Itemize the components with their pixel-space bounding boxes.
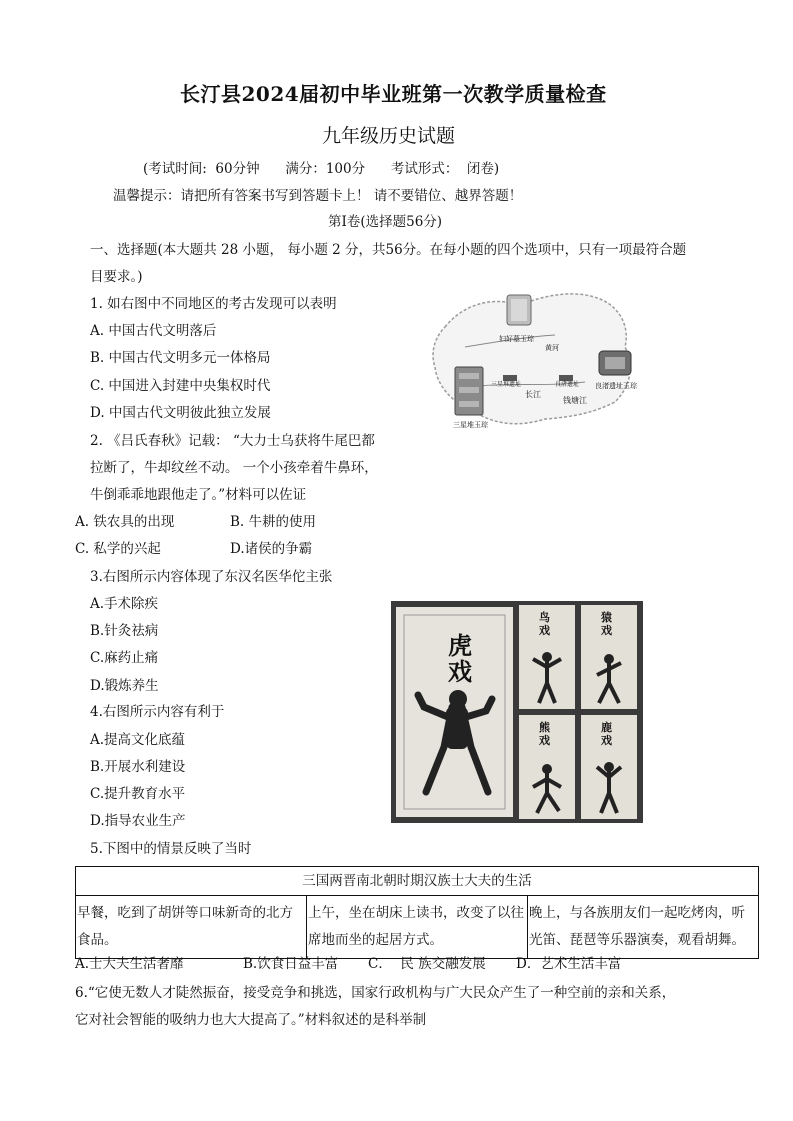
bear-play-title: 熊戏 xyxy=(539,721,550,747)
question-4-option-a: A.提高文化底蕴 xyxy=(90,732,186,748)
question-4-option-d: D.指导农业生产 xyxy=(90,813,186,829)
ape-play-title: 猿戏 xyxy=(601,611,612,637)
section-heading: 第Ⅰ卷(选择题56分) xyxy=(328,214,443,230)
page-title: 长汀县2024届初中毕业班第一次教学质量检查 xyxy=(180,82,607,106)
scholar-life-table-header: 三国两晋南北朝时期汉族士大夫的生活 xyxy=(76,867,759,896)
instructions-line-1: 一、选择题(本大题共 28 小题， 每小题 2 分，共56分。在每小题的四个选项中，只有一项最符合题 xyxy=(90,242,687,258)
question-2-option-c: C. 私学的兴起 xyxy=(75,541,161,557)
question-3-option-d: D.锻炼养生 xyxy=(90,678,159,694)
question-1-option-d: D. 中国古代文明彼此独立发展 xyxy=(90,405,271,421)
table-cell-evening: 晚上，与各族朋友们一起吃烤肉，听光笛、琵琶等乐器演奏，观看胡舞。 xyxy=(528,896,759,959)
question-3-option-b: B.针灸祛病 xyxy=(90,623,159,639)
question-1-stem: 1. 如右图中不同地区的考古发现可以表明 xyxy=(90,296,337,312)
question-4-option-b: B.开展水利建设 xyxy=(90,759,186,775)
ape-play-panel xyxy=(581,605,637,709)
question-6-stem-line-1: 6.“它使无数人才陡然振奋，接受竞争和挑选，国家行政机构与广大民众产生了一种空前的亲和关系， xyxy=(75,985,676,1001)
map-label-yellow-river: 黄河 xyxy=(545,344,559,352)
map-label-fuhao: 妇好墓玉琮 xyxy=(499,335,534,343)
exam-info: (考试时间: 60分钟 满分：100分 考试形式： 闭卷) xyxy=(143,161,500,177)
scholar-life-table xyxy=(75,866,759,959)
bear-figure-icon xyxy=(529,759,565,815)
question-5-option-b: B.饮食日益丰富 xyxy=(243,956,339,972)
question-5-option-d: D．艺术生活丰富 xyxy=(516,956,622,972)
reminder-text: 温馨提示：请把所有答案书写到答题卡上！ 请不要错位、越界答题！ xyxy=(113,188,523,204)
page-subtitle: 九年级历史试题 xyxy=(322,125,456,147)
map-label-liangzhu-cong: 良渚遗址玉琮 xyxy=(595,382,637,390)
deer-figure-icon xyxy=(591,759,627,815)
question-6-stem-line-2: 它对社会智能的吸纳力也大大提高了。”材料叙述的是科举制 xyxy=(75,1012,427,1028)
bird-play-panel xyxy=(519,605,575,709)
question-1-option-c: C. 中国进入封建中央集权时代 xyxy=(90,378,271,394)
instructions-line-2: 目要求。) xyxy=(90,269,143,285)
ape-figure-icon xyxy=(591,649,627,705)
bird-figure-icon xyxy=(529,649,565,705)
question-2-option-d: D.诸侯的争霸 xyxy=(230,541,313,557)
map-label-qiantang: 钱塘江 xyxy=(563,396,587,405)
wuqinxi-poster-figure xyxy=(391,601,643,823)
map-label-sanxingdui-site: 三星堆遗址 xyxy=(491,381,522,388)
deer-play-panel xyxy=(581,715,637,819)
tiger-play-title: 虎戏 xyxy=(448,631,472,686)
question-2-stem-line-1: 2. 《吕氏春秋》记载： “大力士乌获将牛尾巴都 xyxy=(90,433,375,449)
question-5-stem: 5.下图中的情景反映了当时 xyxy=(90,841,252,857)
question-1-option-b: B. 中国古代文明多元一体格局 xyxy=(90,350,271,366)
question-3-stem: 3.右图所示内容体现了东汉名医华佗主张 xyxy=(90,569,333,585)
question-2-stem-line-2: 拉断了，牛却纹丝不动。 一个小孩牵着牛鼻环， xyxy=(90,460,378,476)
table-cell-breakfast: 早餐，吃到了胡饼等口味新奇的北方食品。 xyxy=(76,896,307,959)
question-3-option-c: C.麻药止痛 xyxy=(90,650,159,666)
question-2-option-b: B. 牛耕的使用 xyxy=(230,514,317,530)
jade-cong-map-figure xyxy=(425,287,653,437)
table-cell-morning: 上午，坐在胡床上读书，改变了以往席地而坐的起居方式。 xyxy=(307,896,528,959)
bird-play-title: 鸟戏 xyxy=(539,611,550,637)
question-3-option-a: A.手术除疾 xyxy=(90,596,159,612)
bear-play-panel xyxy=(519,715,575,819)
question-4-option-c: C.提升教育水平 xyxy=(90,786,186,802)
china-map-illustration xyxy=(425,287,653,437)
map-label-liangzhu-site: 良渚遗址 xyxy=(555,381,580,388)
map-label-yangtze: 长江 xyxy=(525,390,541,399)
tiger-play-panel xyxy=(396,607,513,817)
question-5-option-a: A.士大夫生活奢靡 xyxy=(75,956,184,972)
question-5-option-c: C． 民 族交融发展 xyxy=(368,956,486,972)
question-2-option-a: A. 铁农具的出现 xyxy=(75,514,175,530)
question-1-option-a: A. 中国古代文明落后 xyxy=(90,323,217,339)
question-2-stem-line-3: 牛倒乖乖地跟他走了。”材料可以佐证 xyxy=(90,487,307,503)
deer-play-title: 鹿戏 xyxy=(601,721,612,747)
map-label-sanxingdui-cong: 三星堆玉琮 xyxy=(453,421,488,429)
question-4-stem: 4.右图所示内容有利于 xyxy=(90,704,225,720)
